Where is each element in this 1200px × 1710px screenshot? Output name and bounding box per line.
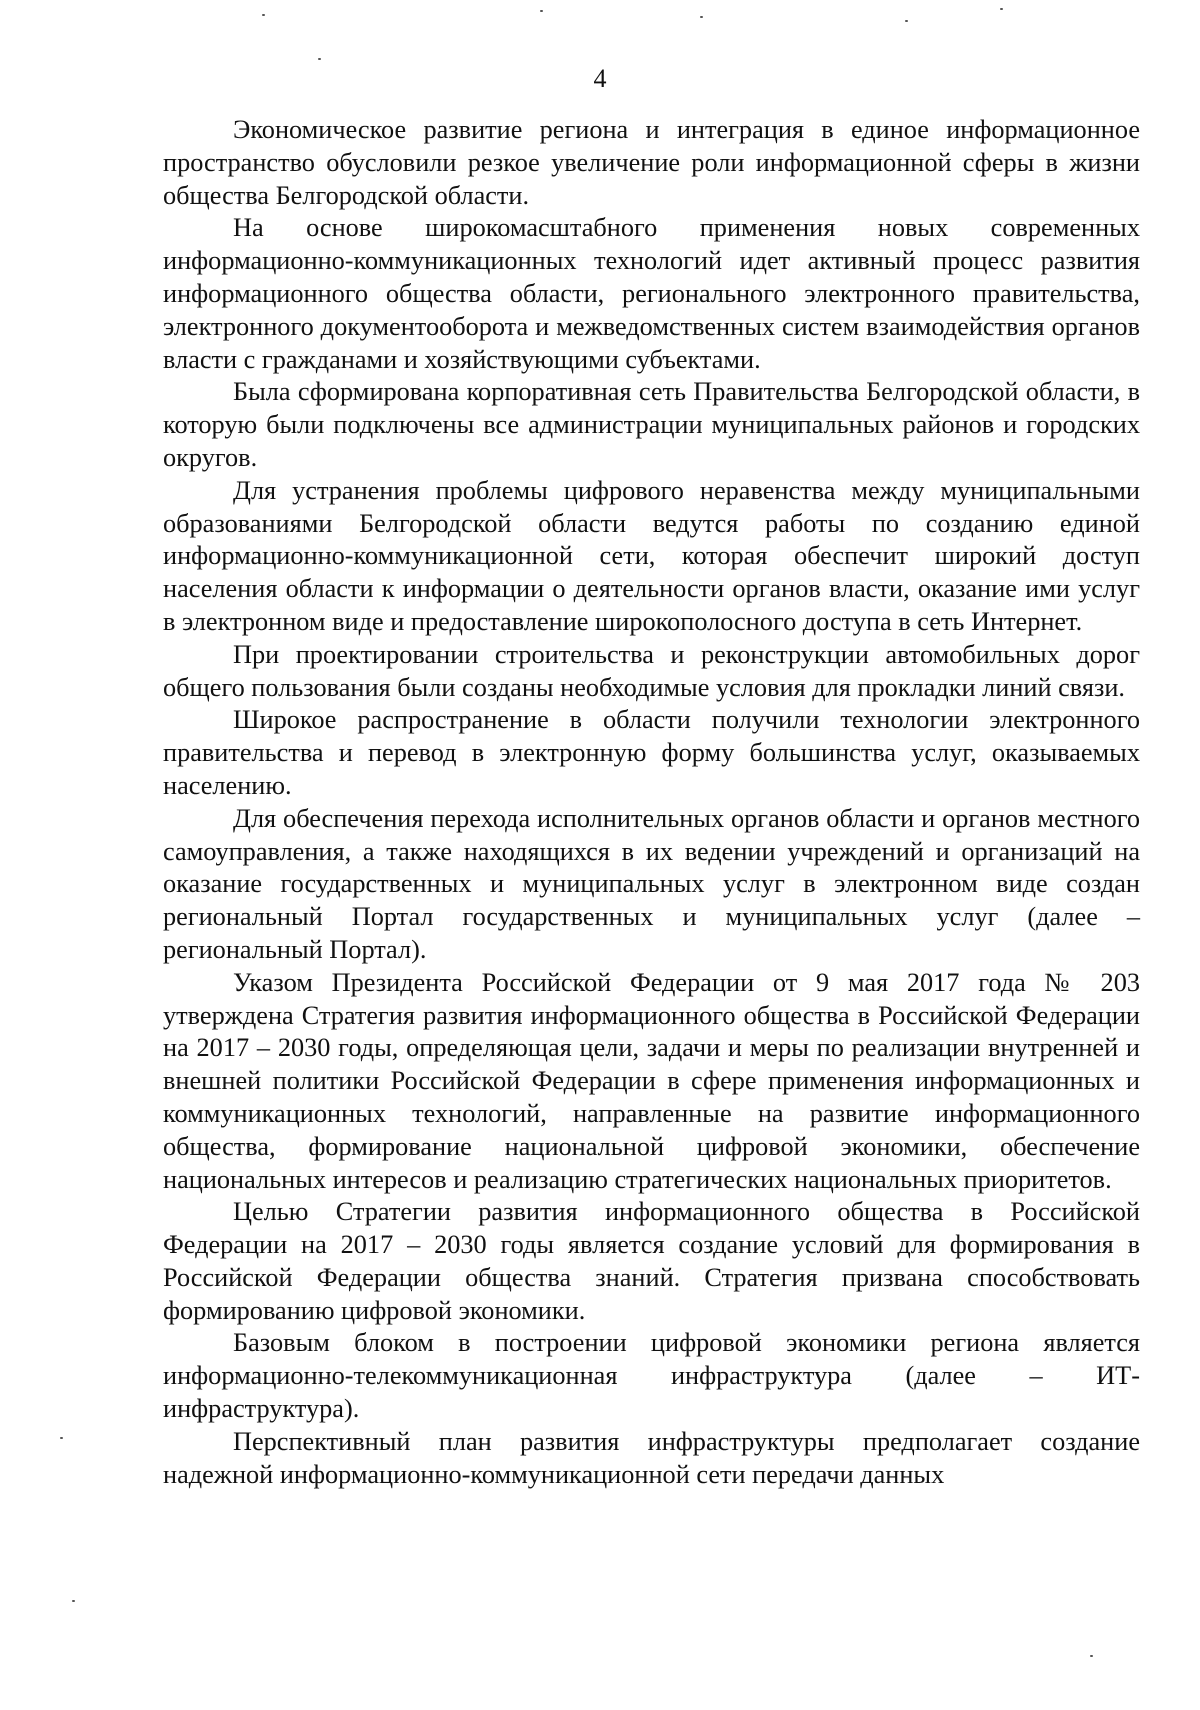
scan-speck — [905, 20, 908, 22]
paragraph: Указом Президента Российской Федерации от 9 мая 2017 года № 203 утверждена Стратегия развития информационного общества в Российской Федерации на 2017 – 2030 годы, определяющая цели, задачи и меры по реализации внутренней и внешней политики Российской Федерации в сфере применения информационных и коммуникационных технологий, направленные на развитие информационного общества, формирование национальной цифровой экономики, обеспечение национальных интересов и реализацию стратегических национальных приоритетов. — [163, 967, 1140, 1194]
paragraph: Базовым блоком в построении цифровой экономики региона является информационно-телекоммуникационная инфраструктура (далее – ИТ-инфраструктура). — [163, 1328, 1140, 1424]
page-number: 4 — [593, 64, 607, 93]
scan-speck — [72, 1600, 75, 1602]
paragraph: Широкое распространение в области получили технологии электронного правительства и перевод в электронную форму большинства услуг, оказываемых населению. — [163, 705, 1140, 800]
paragraph: Для обеспечения перехода исполнительных органов области и органов местного самоуправления, а также находящихся в их ведении учреждений и организаций на оказание государственных и муниципальных услуг в электронном виде создан региональный Портал государственных и муниципальных услуг (далее – региональный Портал). — [163, 803, 1140, 964]
paragraph: Экономическое развитие региона и интеграция в единое информационное пространство обусловили резкое увеличение роли информационной сферы в жизни общества Белгородской области. — [163, 115, 1140, 210]
document-body — [163, 114, 1140, 1491]
paragraph: Перспективный план развития инфраструктуры предполагает создание надежной информационно-коммуникационной сети передачи данных — [163, 1426, 1140, 1489]
scan-speck — [700, 16, 703, 18]
paragraph: Для устранения проблемы цифрового неравенства между муниципальными образованиями Белгородской области ведутся работы по созданию единой информационно-коммуникационной сети, которая обеспечит широкий доступ населения области к информации о деятельности органов власти, оказание ими услуг в электронном виде и предоставление широкополосного доступа в сеть Интернет. — [163, 475, 1140, 636]
scan-speck — [1090, 1655, 1093, 1657]
paragraph: На основе широкомасштабного применения новых современных информационно-коммуникационных технологий идет активный процесс развития информационного общества области, регионального электронного правительства, электронного документооборота и межведомственных систем взаимодействия органов власти с гражданами и хозяйствующими субъектами. — [163, 213, 1140, 374]
paragraph: Была сформирована корпоративная сеть Правительства Белгородской области, в которую были подключены все администрации муниципальных районов и городских округов. — [163, 377, 1140, 472]
scan-speck — [1000, 8, 1003, 10]
scan-speck — [262, 14, 265, 16]
scan-speck — [540, 10, 543, 12]
scan-speck — [60, 1437, 63, 1439]
paragraph: Целью Стратегии развития информационного общества в Российской Федерации на 2017 – 2030 годы является создание условий для формирования в Российской Федерации общества знаний. Стратегия призвана способствовать формированию цифровой экономики. — [163, 1197, 1140, 1325]
paragraph: При проектировании строительства и реконструкции автомобильных дорог общего пользования были созданы необходимые условия для прокладки линий связи. — [163, 639, 1140, 702]
scan-speck — [318, 58, 321, 60]
